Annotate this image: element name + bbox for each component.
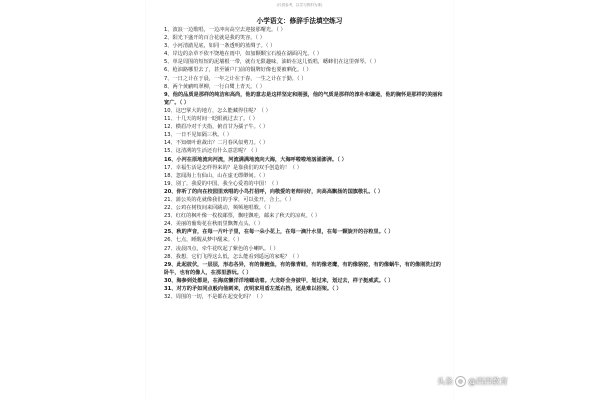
question-item: 1、波浪一边歌唱，一边冲向高空去迎接那曙光。（ ）: [164, 27, 286, 33]
watermark-logo-icon: [455, 376, 466, 387]
question-item: 27、凌晨四点，牵牛花吹起了紫色的小喇叭。（ ）: [164, 245, 279, 252]
question-item: 2、阳光下盛开的百合花就是我的笑容。（ ）: [164, 35, 265, 42]
question-item: 25、秋的声音，在每一片叶子里，在每一朵小花上，在每一滴汁水里，在每一颗旋开的谷粒里。（ ）: [164, 229, 394, 236]
question-item: 21、蒲公英的花就像我们的手掌，可以张开，合上。（ ）: [164, 196, 295, 203]
question-item: 7、一日之计在于晨，一年之计在于春，一生之计在于勤。（ ）: [164, 75, 307, 82]
worksheet-page: [146, 0, 453, 400]
question-item: 15、这清冽的生活还有什么意思呢？（ ）: [164, 148, 261, 155]
question-item: 12、横眉冷对千夫指，俯首甘为孺子牛。（ ）: [164, 124, 269, 131]
question-item: 14、不知细叶谁裁出？二月春风似剪刀。（ ）: [164, 140, 269, 147]
question-item: 10、这巴掌大的地方，怎么能藏得住呢？（ ）: [164, 107, 271, 114]
question-item: 30、海参到处都是，在海底懒洋洋地蠕动着。大龙虾全身披甲，划过来，划过去，样子挺威武。（ ）: [164, 277, 394, 284]
question-item: 9、他的品质是那样的纯洁和高尚，他的意志是这样坚定和刚强，他的气质是那样的淳朴和谦逊，他的胸怀是那样的美丽和宽广。（ ）: [164, 91, 443, 106]
watermark-prefix: 头条: [437, 377, 453, 386]
question-item: 22、公鸡在树枝间来回跳动，频频地唱歌。（ ）: [164, 205, 274, 212]
question-item: 32、周围的一切，不是都在起变化吗？（ ）: [164, 294, 266, 301]
question-item: 13、一日不见如隔三秋。（ ）: [164, 132, 232, 139]
question-item: 4、岸边的杂草不依不饶地在雨中，如加颗颗宝石般在湖面闪光。（ ）: [164, 51, 322, 58]
header-note: (仅供参考，以学习资料为准): [276, 3, 323, 7]
page-title: 小学语文：修辞手法填空练习: [256, 17, 343, 25]
question-item: 5、单是周围的短短的泥墙根一带，就有无限趣味，油蛉在这儿低唱，蟋蟀们在这里弹琴。（ ）: [164, 59, 380, 66]
question-item: 20、你听了的向在校园里欢唱的小鸟打招呼，向敬爱的老师问好，向高高飘扬的国旗敬礼。（ ）: [164, 188, 384, 195]
question-item: 11、十几天的时间一眨眼就过去了。（ ）: [164, 116, 258, 123]
question-item: 24、美丽的葡萄花在秋雨里飘舞点头。（ ）: [164, 221, 264, 228]
question-item: 6、枪油路哪里去了，甚至铺户门前的铜牌好像也要被晒化。（ ）: [164, 67, 312, 74]
question-item: 8、两个黄鹂鸣翠柳，一行白鹭上青天。（ ）: [164, 83, 265, 90]
question-item: 31、对方的矛如同点般向他刺来，皮明家用盾左抵右挡，还是难以招架。（ ）: [164, 286, 342, 292]
question-item: 29、此起彼伏，一层层，形态各异，有的像鲤鱼，有的像青蛙，有的像老鹰，有的像骆驼，有的像蜗牛，有的像刚洗过的卧牛，也有的像人，在那里游玩。（ ）: [164, 261, 441, 276]
watermark: [437, 376, 508, 387]
question-item: 28、我想，它们飞得这么低，怎么能看到遥远的家呢？（ ）: [164, 253, 302, 260]
question-item: 19、别了，我爱的中国，我全心爱着的中国！（ ）: [164, 180, 282, 187]
question-item: 17、幸福生活是怎样得来的？是靠我们的双手创造的！（ ）: [164, 164, 302, 171]
question-item: 16、小河在原地流向河流，河流满满地流向大海，大海呼啦啦地汹涌澎湃。（ ）: [164, 156, 347, 163]
question-list: [164, 26, 443, 301]
question-item: 18、忽闻海上有仙山，山在虚无缥缈间。（ ）: [164, 172, 269, 179]
question-item: 23、红红的枫叶像一枚枚邮票，飘哇飘哇，邮来了秋天的凉爽。（ ）: [164, 213, 321, 220]
watermark-suffix: @西西教育: [468, 377, 508, 386]
question-item: 26、七点，睡醒从梦中醒来。（ ）: [164, 237, 243, 244]
question-item: 3、小河清澈见底，如同一条透明的蓝绸子。（ ）: [164, 43, 276, 50]
